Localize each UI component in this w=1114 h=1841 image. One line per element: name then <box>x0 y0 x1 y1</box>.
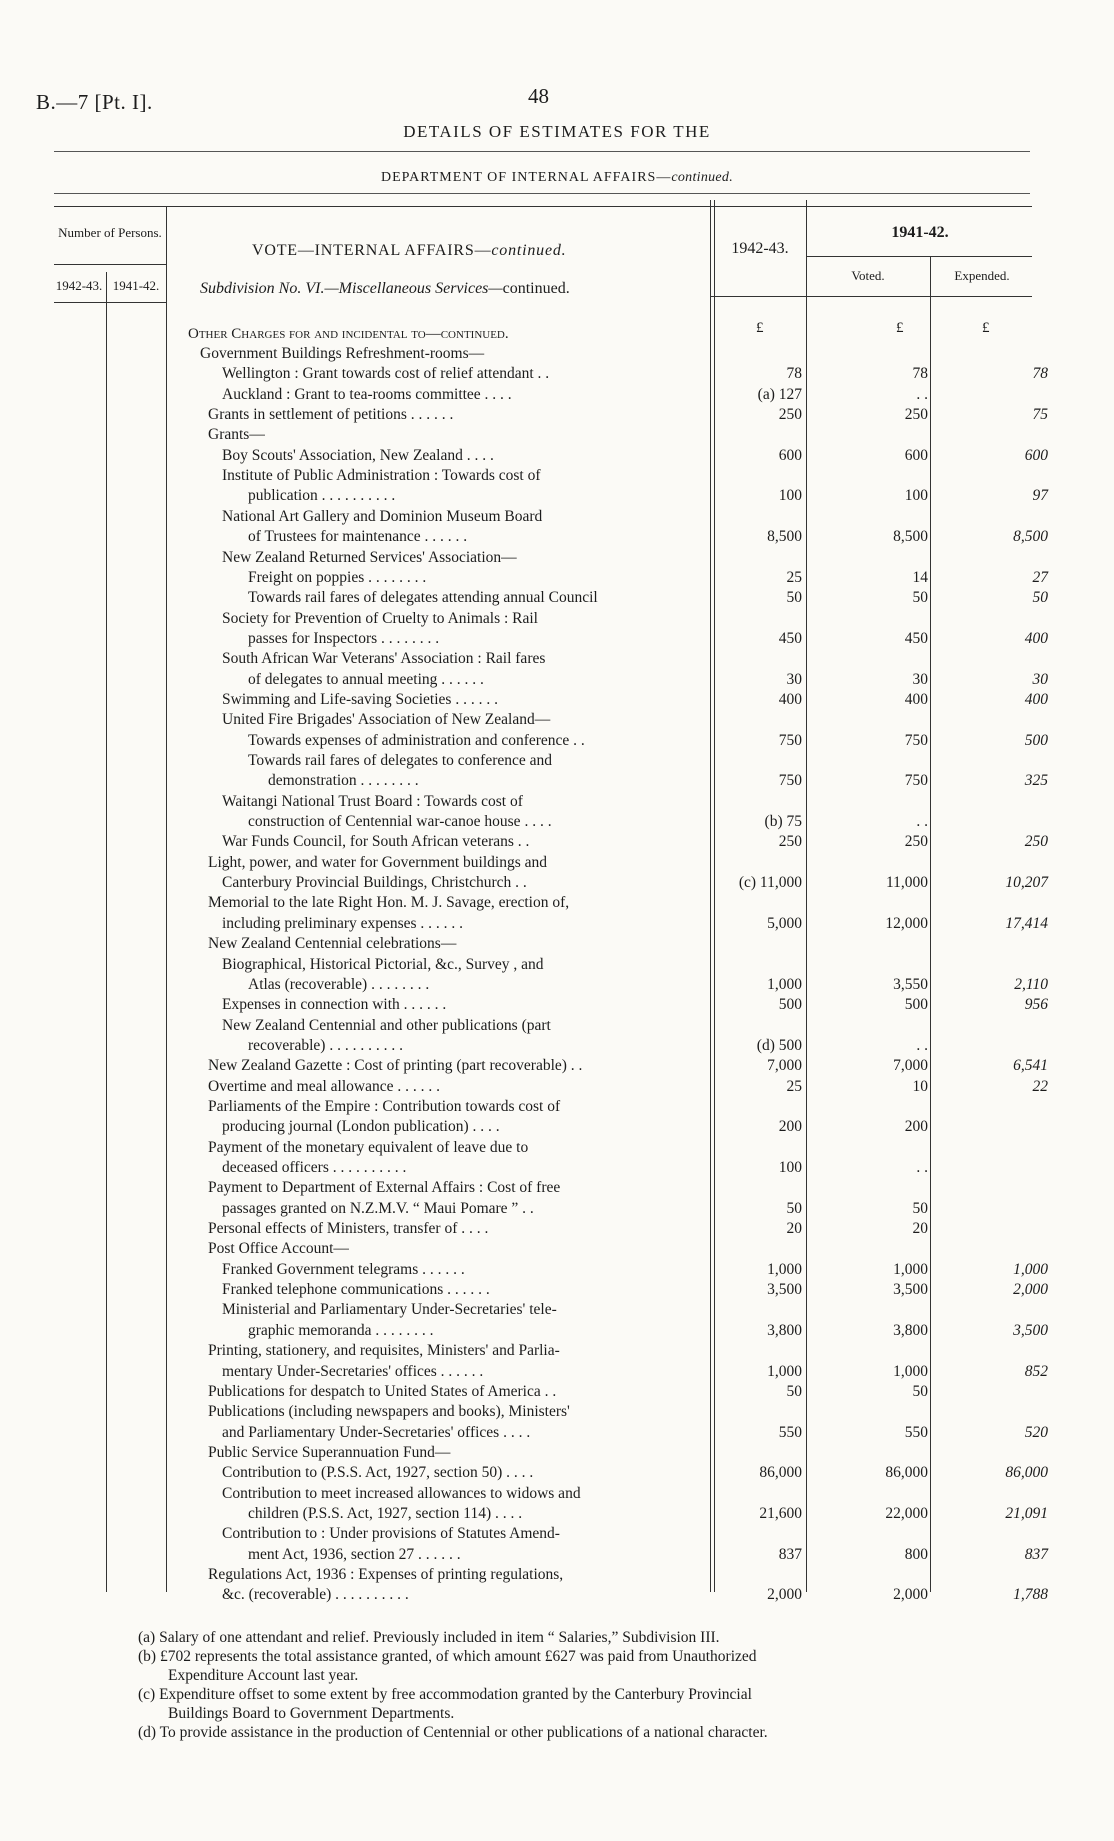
table-row-description: Post Office Account— <box>208 1240 349 1257</box>
table-row-description: Ministerial and Parliamentary Under-Secretaries' tele- <box>222 1301 557 1318</box>
persons-divider <box>106 272 107 1592</box>
table-row-description: Auckland : Grant to tea-rooms committee . . . . <box>222 386 512 403</box>
table-row-description: demonstration . . . . . . . . <box>268 772 419 789</box>
voted-value: 750 <box>904 772 928 789</box>
expended-value: 520 <box>1024 1424 1048 1441</box>
department-rule <box>54 193 1030 194</box>
expended-value: 1,788 <box>1013 1586 1048 1603</box>
table-row-description: Printing, stationery, and requisites, Ministers' and Parlia- <box>208 1342 560 1359</box>
table-row-description: Contribution to : Under provisions of Statutes Amend- <box>222 1525 560 1542</box>
expended-value: 2,000 <box>1013 1281 1048 1298</box>
footnote: Buildings Board to Government Departments. <box>168 1705 455 1722</box>
table-row-description: New Zealand Centennial celebrations— <box>208 935 457 952</box>
voted-value: 8,500 <box>893 528 928 545</box>
estimate-value: 30 <box>786 671 802 688</box>
estimate-value: 50 <box>786 1200 802 1217</box>
table-row-description: South African War Veterans' Association : Rail fares <box>222 650 546 667</box>
expended-value: 852 <box>1024 1363 1048 1380</box>
expended-value: 17,414 <box>1005 915 1048 932</box>
expended-value: 75 <box>1032 406 1048 423</box>
voted-value: 86,000 <box>885 1464 928 1481</box>
expended-value: 30 <box>1032 671 1048 688</box>
expended-value: 1,000 <box>1013 1261 1048 1278</box>
estimate-value: 21,600 <box>759 1505 802 1522</box>
persons-header-rule <box>54 264 166 265</box>
voted-value: 12,000 <box>885 915 928 932</box>
table-row-description: War Funds Council, for South African veterans . . <box>222 833 530 850</box>
estimate-value: 5,000 <box>767 915 802 932</box>
estimate-value: 250 <box>778 406 802 423</box>
table-row-description: of Trustees for maintenance . . . . . . <box>248 528 468 545</box>
table-row-description: Light, power, and water for Government buildings and <box>208 854 548 871</box>
voted-value: 250 <box>904 833 928 850</box>
expended-value: 837 <box>1024 1546 1048 1563</box>
report-reference: B.—7 [Pt. I]. <box>36 90 153 114</box>
voted-value: 50 <box>912 1200 928 1217</box>
table-row-description: recoverable) . . . . . . . . . . <box>248 1037 403 1054</box>
expended-value: 22 <box>1032 1078 1048 1095</box>
estimate-value: 3,800 <box>767 1322 802 1339</box>
table-row-description: Contribution to (P.S.S. Act, 1927, section 50) . . . . <box>222 1464 534 1481</box>
table-row-description: Publications for despatch to United States of America . . <box>208 1383 557 1400</box>
voted-value: 450 <box>904 630 928 647</box>
footnote: (c) Expenditure offset to some extent by free accommodation granted by the Canterbury Provincial <box>138 1686 752 1703</box>
voted-value: 14 <box>912 569 928 586</box>
estimate-value: 50 <box>786 1383 802 1400</box>
table-row-description: Regulations Act, 1936 : Expenses of printing regulations, <box>208 1566 564 1583</box>
table-row-description: National Art Gallery and Dominion Museum Board <box>222 508 543 525</box>
table-row-description: New Zealand Centennial and other publications (part <box>222 1017 551 1034</box>
persons-1942-43-label: 1942-43. <box>55 278 103 293</box>
expended-currency-symbol: £ <box>982 320 990 336</box>
table-row-description: mentary Under-Secretaries' offices . . . . . . <box>222 1363 484 1380</box>
voted-value: 30 <box>912 671 928 688</box>
expended-value: 27 <box>1032 569 1048 586</box>
table-row-description: Grants in settlement of petitions . . . . . . <box>208 406 454 423</box>
estimate-value: 450 <box>778 630 802 647</box>
table-row-description: Personal effects of Ministers, transfer of . . . . <box>208 1220 489 1237</box>
table-row-description: Expenses in connection with . . . . . . <box>222 996 447 1013</box>
table-row-description: Towards rail fares of delegates to conference and <box>248 752 553 769</box>
voted-value: 11,000 <box>885 874 928 891</box>
table-row-description: deceased officers . . . . . . . . . . <box>222 1159 407 1176</box>
department-heading <box>0 170 1114 186</box>
expended-value: 21,091 <box>1005 1505 1048 1522</box>
estimate-value: 500 <box>778 996 802 1013</box>
estimate-value: 2,000 <box>767 1586 802 1603</box>
voted-value: 400 <box>904 691 928 708</box>
voted-value: 200 <box>904 1118 928 1135</box>
table-row-description: New Zealand Gazette : Cost of printing (part recoverable) . . <box>208 1057 583 1074</box>
estimate-value: (b) 75 <box>764 813 802 830</box>
voted-value: 22,000 <box>885 1505 928 1522</box>
subdivision-title <box>200 280 570 298</box>
table-row-description: Institute of Public Administration : Towards cost of <box>222 467 541 484</box>
table-row-description: Contribution to meet increased allowances to widows and <box>222 1485 581 1502</box>
expended-value: 50 <box>1032 589 1048 606</box>
estimate-value: 25 <box>786 1078 802 1095</box>
table-row-description: Freight on poppies . . . . . . . . <box>248 569 427 586</box>
vote-name: VOTE—INTERNAL AFFAIRS— <box>252 242 492 259</box>
voted-value: 500 <box>904 996 928 1013</box>
table-row-description: Towards rail fares of delegates attending annual Council <box>248 589 598 606</box>
table-row-description: United Fire Brigades' Association of New Zealand— <box>222 711 551 728</box>
table-row-description: Memorial to the late Right Hon. M. J. Savage, erection of, <box>208 894 570 911</box>
estimate-value: 78 <box>786 365 802 382</box>
estimate-value: 550 <box>778 1424 802 1441</box>
page-number: 48 <box>528 84 549 108</box>
table-row-description: graphic memoranda . . . . . . . . <box>248 1322 434 1339</box>
voted-value: 1,000 <box>893 1363 928 1380</box>
estimate-value: 400 <box>778 691 802 708</box>
footnote: (b) £702 represents the total assistance granted, of which amount £627 was paid from Unauthorized <box>138 1648 757 1665</box>
table-row-description: Payment of the monetary equivalent of leave due to <box>208 1139 529 1156</box>
page-title: DETAILS OF ESTIMATES FOR THE <box>403 122 711 141</box>
table-row-description: Government Buildings Refreshment-rooms— <box>200 345 485 362</box>
voted-value: 20 <box>912 1220 928 1237</box>
footnote: (d) To provide assistance in the production of Centennial or other publications of a national character. <box>138 1724 768 1741</box>
department-suffix: continued. <box>671 170 734 185</box>
expended-value: 2,110 <box>1014 976 1048 993</box>
voted-value: 2,000 <box>893 1586 928 1603</box>
estimate-left-rule <box>710 200 711 1592</box>
table-row-description: Waitangi National Trust Board : Towards cost of <box>222 793 523 810</box>
table-row-description: Franked Government telegrams . . . . . . <box>222 1261 465 1278</box>
expended-column-header: Expended. <box>954 268 1010 283</box>
persons-header-rule-2 <box>54 302 166 303</box>
estimate-value: 200 <box>778 1118 802 1135</box>
voted-value: 800 <box>904 1546 928 1563</box>
table-row-description: children (P.S.S. Act, 1927, section 114) . . . . <box>248 1505 523 1522</box>
estimate-value: 1,000 <box>767 1261 802 1278</box>
voted-currency-symbol: £ <box>896 320 904 336</box>
estimate-value: (a) 127 <box>757 386 802 403</box>
table-row-description: Atlas (recoverable) . . . . . . . . <box>248 976 430 993</box>
expended-value: 400 <box>1024 691 1048 708</box>
vote-title <box>252 242 566 260</box>
prev-year-rule <box>806 256 1032 257</box>
expended-value: 78 <box>1032 365 1048 382</box>
estimate-currency-symbol: £ <box>756 320 764 336</box>
number-of-persons-label: Number of Persons. <box>58 225 162 240</box>
voted-column-header: Voted. <box>851 268 885 283</box>
table-row-description: Boy Scouts' Association, New Zealand . . . . <box>222 447 494 464</box>
estimate-value: 3,500 <box>767 1281 802 1298</box>
voted-value: . . <box>916 386 928 403</box>
table-row-description: passes for Inspectors . . . . . . . . <box>248 630 440 647</box>
table-row-description: Society for Prevention of Cruelty to Animals : Rail <box>222 610 538 627</box>
vote-suffix: continued. <box>491 242 567 259</box>
expended-value: 10,207 <box>1005 874 1048 891</box>
table-row-description: Wellington : Grant towards cost of relief attendant . . <box>222 365 550 382</box>
voted-value: 1,000 <box>893 1261 928 1278</box>
estimate-value: 86,000 <box>759 1464 802 1481</box>
department-name: DEPARTMENT OF INTERNAL AFFAIRS— <box>380 170 672 185</box>
estimate-value: 20 <box>786 1220 802 1237</box>
estimate-value: 600 <box>778 447 802 464</box>
footnote: (a) Salary of one attendant and relief. Previously included in item “ Salaries,” Subdivision III. <box>138 1629 720 1646</box>
table-row-description: New Zealand Returned Services' Association— <box>222 549 517 566</box>
expended-value: 3,500 <box>1013 1322 1048 1339</box>
expended-value: 97 <box>1032 487 1048 504</box>
table-row-description: Swimming and Life-saving Societies . . . . . . <box>222 691 498 708</box>
table-row-description: ment Act, 1936, section 27 . . . . . . <box>248 1546 461 1563</box>
table-row-description: producing journal (London publication) . . . . <box>222 1118 500 1135</box>
estimate-value: 250 <box>778 833 802 850</box>
footnote: Expenditure Account last year. <box>168 1667 359 1684</box>
estimate-value: 750 <box>778 772 802 789</box>
header-bottom-rule <box>710 296 1032 297</box>
table-row-description: Towards expenses of administration and conference . . <box>248 732 585 749</box>
voted-value: 50 <box>912 589 928 606</box>
prev-year-column-header: 1941-42. <box>891 224 949 241</box>
estimate-value: 25 <box>786 569 802 586</box>
table-row-description: construction of Centennial war-canoe house . . . . <box>248 813 552 830</box>
table-row-description: and Parliamentary Under-Secretaries' offices . . . . <box>222 1424 531 1441</box>
expended-value: 250 <box>1024 833 1048 850</box>
estimate-value: 7,000 <box>767 1057 802 1074</box>
voted-value: 10 <box>912 1078 928 1095</box>
title-rule <box>54 151 1030 152</box>
table-row-description: of delegates to annual meeting . . . . . . <box>248 671 484 688</box>
expended-value: 86,000 <box>1005 1464 1048 1481</box>
estimate-value: 1,000 <box>767 976 802 993</box>
table-row-description: Payment to Department of External Affairs : Cost of free <box>208 1179 561 1196</box>
estimate-value: (c) 11,000 <box>738 874 802 891</box>
persons-right-rule <box>166 206 167 1592</box>
table-row-description: Overtime and meal allowance . . . . . . <box>208 1078 440 1095</box>
estimate-column-header: 1942-43. <box>731 240 789 257</box>
voted-value: 78 <box>912 365 928 382</box>
estimate-value: 50 <box>786 589 802 606</box>
voted-right-rule <box>930 256 931 1592</box>
table-top-rule <box>54 206 1032 207</box>
expended-value: 6,541 <box>1013 1057 1048 1074</box>
voted-value: 7,000 <box>893 1057 928 1074</box>
estimate-value: 8,500 <box>767 528 802 545</box>
expended-value: 500 <box>1024 732 1048 749</box>
subdivision-suffix: continued. <box>502 280 570 297</box>
expended-value: 600 <box>1024 447 1048 464</box>
expended-value: 400 <box>1024 630 1048 647</box>
voted-value: 100 <box>904 487 928 504</box>
estimate-value: 837 <box>778 1546 802 1563</box>
voted-value: 600 <box>904 447 928 464</box>
voted-value: 3,800 <box>893 1322 928 1339</box>
estimate-value: 100 <box>778 487 802 504</box>
table-row-description: Biographical, Historical Pictorial, &c., Survey , and <box>222 956 544 973</box>
estimate-value: (d) 500 <box>756 1037 802 1054</box>
expended-value: 8,500 <box>1013 528 1048 545</box>
estimate-value: 750 <box>778 732 802 749</box>
estimate-right-rule <box>806 200 807 1592</box>
voted-value: . . <box>916 813 928 830</box>
voted-value: 550 <box>904 1424 928 1441</box>
table-row-description: passages granted on N.Z.M.V. “ Maui Pomare ” . . <box>222 1200 534 1217</box>
table-row-description: Public Service Superannuation Fund— <box>208 1444 451 1461</box>
subdivision-name: Subdivision No. VI.—Miscellaneous Services— <box>200 280 503 297</box>
voted-value: 3,550 <box>893 976 928 993</box>
estimate-value: 1,000 <box>767 1363 802 1380</box>
section-heading: Other Charges for and incidental to—continued. <box>188 326 509 342</box>
voted-value: . . <box>916 1159 928 1176</box>
table-row-description: Canterbury Provincial Buildings, Christchurch . . <box>222 874 527 891</box>
voted-value: 50 <box>912 1383 928 1400</box>
voted-value: 3,500 <box>893 1281 928 1298</box>
expended-value: 325 <box>1024 772 1048 789</box>
table-row-description: Grants— <box>208 426 265 443</box>
table-row-description: publication . . . . . . . . . . <box>248 487 396 504</box>
table-row-description: Franked telephone communications . . . . . . <box>222 1281 490 1298</box>
expended-value: 956 <box>1024 996 1048 1013</box>
voted-value: . . <box>916 1037 928 1054</box>
table-row-description: Parliaments of the Empire : Contribution towards cost of <box>208 1098 561 1115</box>
table-row-description: &c. (recoverable) . . . . . . . . . . <box>222 1586 409 1603</box>
voted-value: 250 <box>904 406 928 423</box>
estimate-value: 100 <box>778 1159 802 1176</box>
table-row-description: Publications (including newspapers and books), Ministers' <box>208 1403 570 1420</box>
persons-1941-42-label: 1941-42. <box>112 278 160 293</box>
voted-value: 750 <box>904 732 928 749</box>
table-row-description: including preliminary expenses . . . . . . <box>222 915 464 932</box>
